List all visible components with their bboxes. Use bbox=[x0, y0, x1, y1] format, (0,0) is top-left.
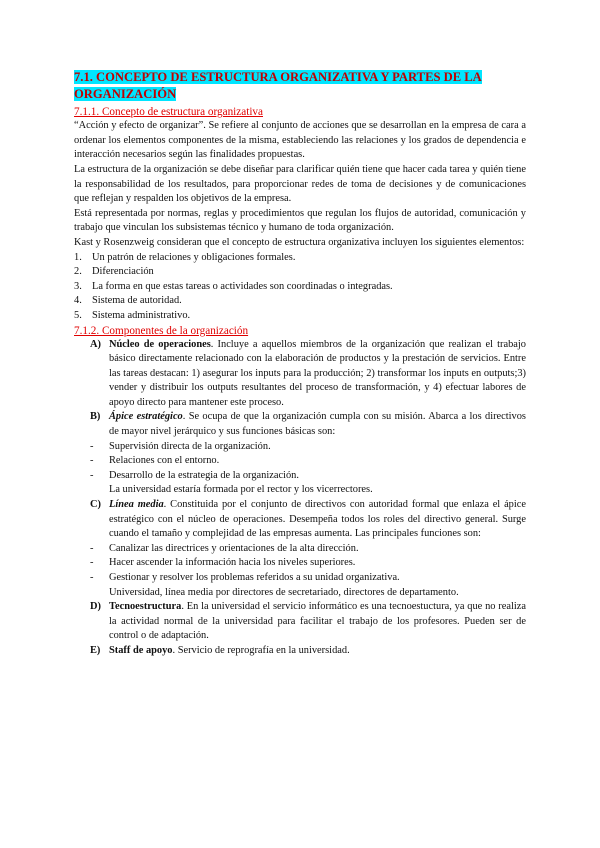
list-item bbox=[74, 294, 526, 309]
paragraph-4: Kast y Rosenzweig consideran que el concepto de estructura organizativa incluyen los siguientes elementos: bbox=[74, 236, 525, 248]
page-title-wrap bbox=[74, 70, 526, 103]
list-text: Un patrón de relaciones y obligaciones formales. bbox=[92, 251, 296, 263]
dash-item bbox=[74, 571, 526, 586]
list-item bbox=[74, 265, 526, 280]
component-letter: B) bbox=[90, 411, 101, 423]
dash-text: Supervisión directa de la organización. bbox=[109, 440, 271, 452]
page-title: 7.1. CONCEPTO DE ESTRUCTURA ORGANIZATIVA Y PARTES DE LA ORGANIZACIÓN bbox=[74, 70, 482, 101]
list-number: 4. bbox=[74, 295, 82, 307]
list-text: Sistema administrativo. bbox=[92, 309, 191, 321]
list-number: 1. bbox=[74, 251, 82, 263]
component-term: Núcleo de operaciones bbox=[109, 338, 211, 350]
list-text: Sistema de autoridad. bbox=[92, 295, 182, 307]
dash-marker: - bbox=[90, 542, 94, 554]
dash-marker: - bbox=[90, 440, 94, 452]
document-page bbox=[74, 70, 526, 659]
paragraph-3: Está representada por normas, reglas y procedimientos que regulan los flujos de autoridad, comunicación y trabajo que vinculan los subsistemas técnico y humano de toda organización. bbox=[74, 207, 526, 234]
dash-marker: - bbox=[90, 572, 94, 583]
section-heading-1: 7.1.1. Concepto de estructura organizativa bbox=[74, 106, 263, 119]
component-text: . En la universidad el servicio informático es una tecnoestuctura, ya que no realiza la actividad normal de la universidad para facilitar el trabajo de los profesores. Pueden ser de control o de adaptación. bbox=[109, 601, 526, 642]
component-letter: A) bbox=[90, 338, 101, 350]
dash-text: Relaciones con el entorno. bbox=[109, 455, 220, 467]
dash-text: Desarrollo de la estrategia de la organización. bbox=[109, 469, 299, 481]
paragraph-1: “Acción y efecto de organizar”. Se refiere al conjunto de acciones que se desarrollan en la empresa de cara a ordenar los elementos componentes de la misma, estableciendo las relaciones y los grados de dependencia e interacción necesarios según las finalidades propuestas. bbox=[74, 120, 526, 161]
section-heading-2: 7.1.2. Componentes de la organización bbox=[74, 324, 249, 337]
component-b bbox=[74, 410, 526, 439]
paragraph-2: La estructura de la organización se debe diseñar para clarificar quién tiene que hacer cada tarea y quién tiene la responsabilidad de los resultados, para proporcionar redes de toma de decisiones y de comunicaciones que reflejan y respalden los objetivos de la empresa. bbox=[74, 163, 526, 205]
list-item bbox=[74, 309, 526, 324]
elements-list bbox=[74, 251, 526, 324]
dash-item bbox=[74, 440, 526, 455]
component-letter: C) bbox=[90, 499, 101, 511]
dash-text: Hacer ascender la información hacia los niveles superiores. bbox=[109, 557, 356, 569]
dash-text: Gestionar y resolver los problemas referidos a su unidad organizativa. bbox=[109, 572, 400, 583]
list-text: Diferenciación bbox=[92, 266, 154, 278]
dash-item bbox=[74, 542, 526, 557]
list-text: La forma en que estas tareas o actividades son coordinadas o integradas. bbox=[92, 280, 393, 292]
list-item bbox=[74, 251, 526, 266]
list-item bbox=[74, 280, 526, 295]
component-term: Ápice estratégico bbox=[109, 411, 183, 423]
component-c bbox=[74, 498, 526, 542]
component-letter: E) bbox=[90, 644, 101, 656]
component-d bbox=[74, 600, 526, 644]
component-b-note: La universidad estaría formada por el rector y los vicerrectores. bbox=[109, 484, 373, 496]
list-number: 3. bbox=[74, 280, 82, 292]
component-text: . Servicio de reprografía en la universidad. bbox=[172, 644, 350, 656]
list-number: 2. bbox=[74, 266, 82, 278]
dash-text: Canalizar las directrices y orientaciones de la alta dirección. bbox=[109, 542, 359, 554]
dash-marker: - bbox=[90, 469, 94, 481]
component-a bbox=[74, 338, 526, 411]
component-term: Staff de apoyo bbox=[109, 644, 173, 656]
list-number: 5. bbox=[74, 309, 82, 321]
dash-item bbox=[74, 556, 526, 571]
dash-marker: - bbox=[90, 455, 94, 467]
component-e bbox=[74, 644, 526, 659]
component-text: . Se ocupa de que la organización cumpla con su misión. Abarca a los directivos de mayor nivel jerárquico y sus funciones básicas son: bbox=[109, 411, 526, 438]
component-text: . Incluye a aquellos miembros de la organización que realizan el trabajo básico directamente relacionado con la elaboración de productos y la prestación de servicios. Entre las tareas destacan: 1) asegurar los inputs para la producción; 2) transformar los inputs en outputs;3) vender y distribuir los outputs resultantes del proceso de transformación, y 4) efectuar labores de apoyo directo para mantener este proceso. bbox=[109, 338, 526, 408]
component-text: . Constituida por el conjunto de directivos con autoridad formal que enlaza el ápice estratégico con el núcleo de operaciones. Desempeña todos los roles del directivo general. Surge cuando el tamaño y complejidad de las empresas aumenta. Las principales funciones son: bbox=[109, 499, 526, 540]
dash-item bbox=[74, 454, 526, 469]
dash-item bbox=[74, 469, 526, 484]
dash-marker: - bbox=[90, 557, 94, 569]
component-letter: D) bbox=[90, 601, 101, 613]
component-term: Tecnoestructura bbox=[109, 601, 182, 613]
component-term: Línea media bbox=[109, 499, 164, 511]
component-c-note: Universidad, línea media por directores de secretariado, directores de departamento. bbox=[109, 586, 459, 598]
